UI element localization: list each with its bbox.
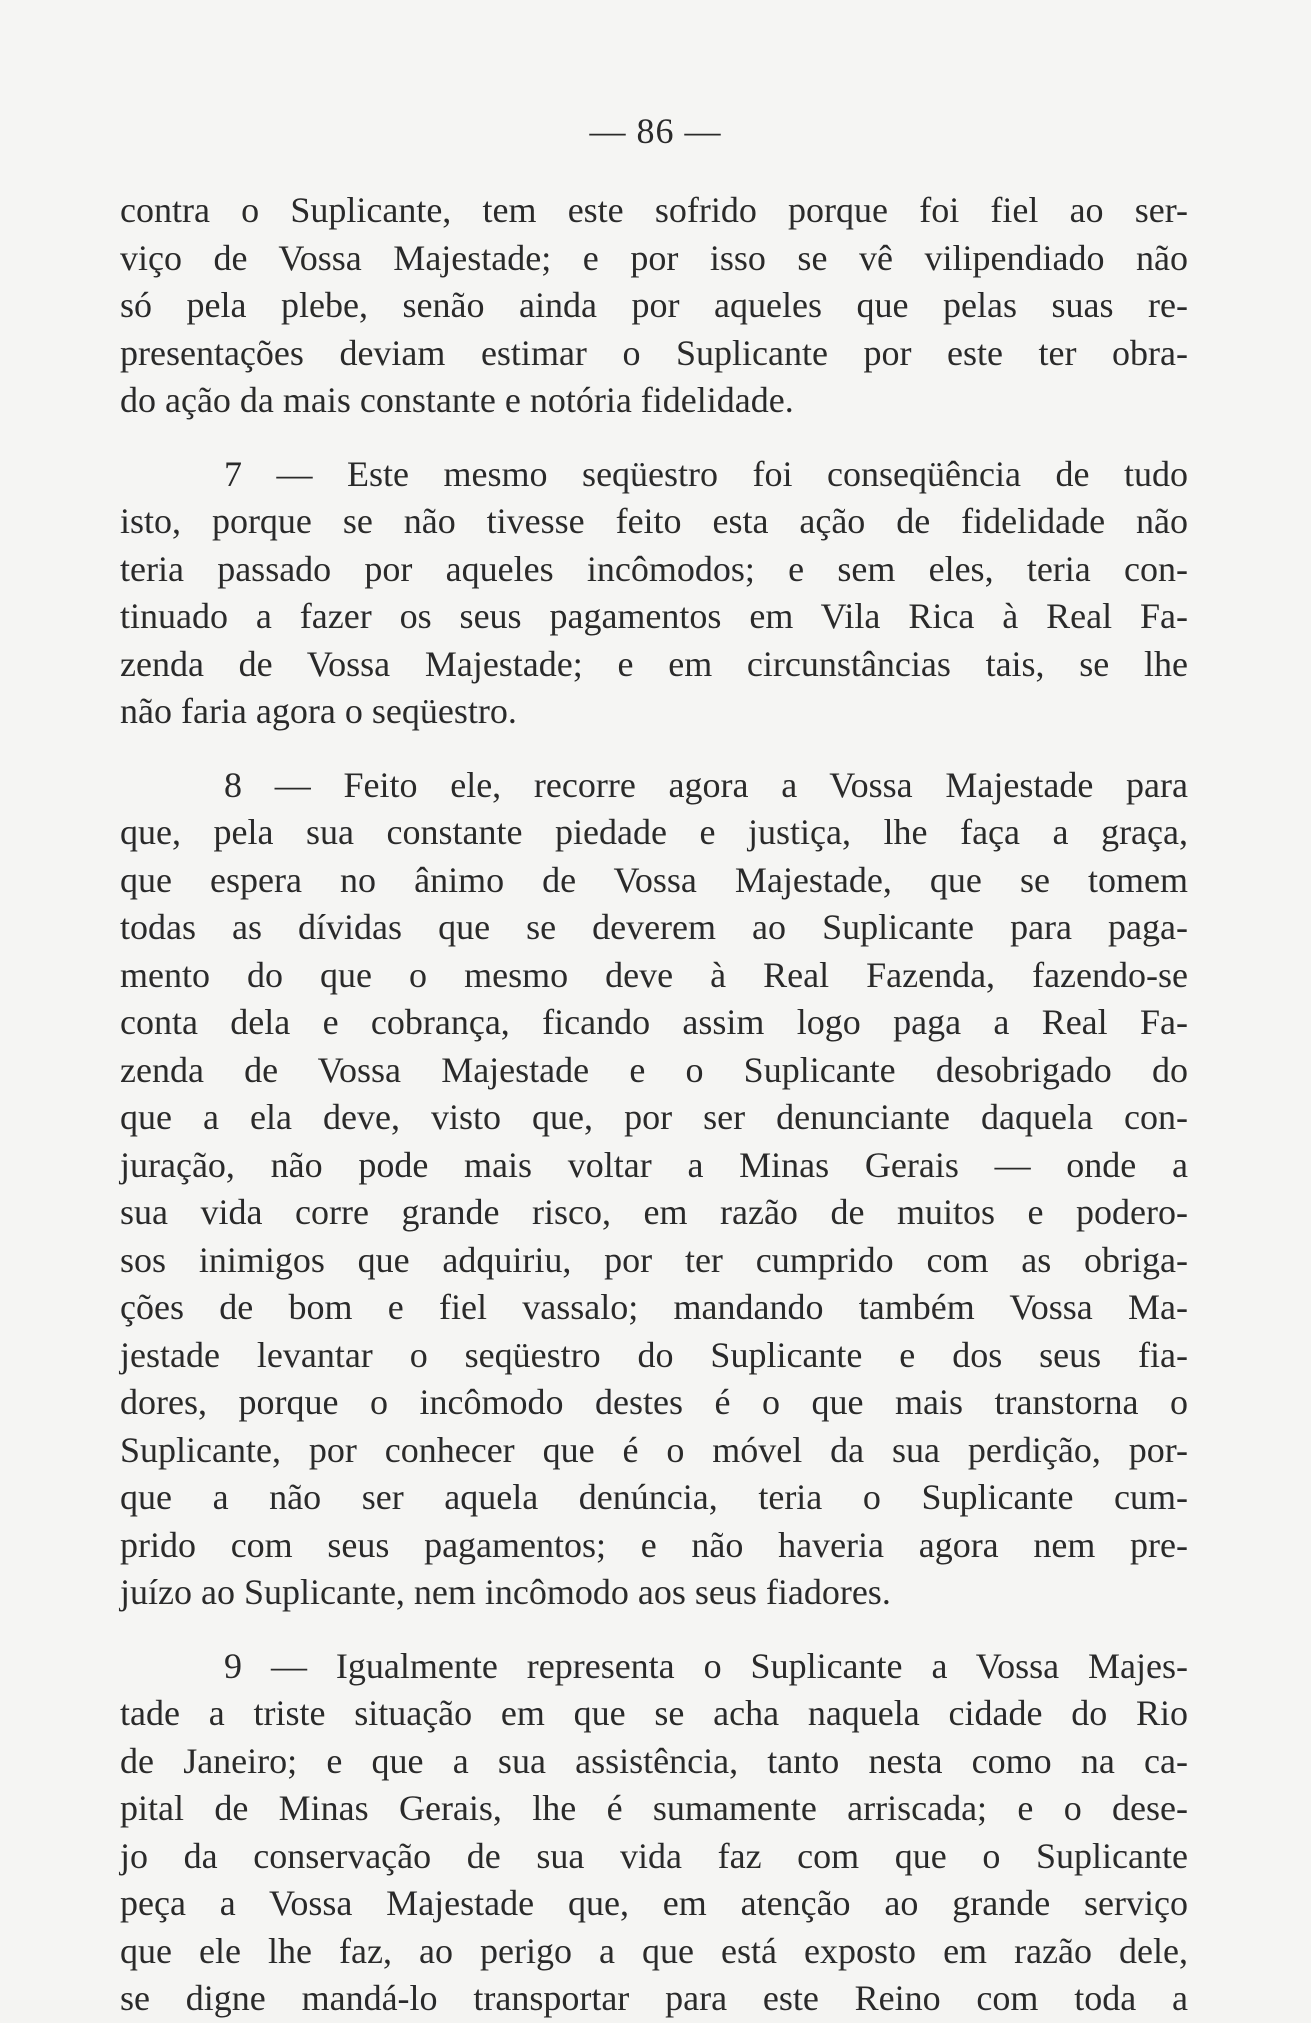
text-line: zenda de Vossa Majestade; e em circunstâncias tais, se lhe bbox=[120, 643, 1188, 684]
text-line: viço de Vossa Majestade; e por isso se vê vilipendiado não bbox=[120, 237, 1188, 278]
text-line: que ele lhe faz, ao perigo a que está exposto em razão dele, bbox=[120, 1930, 1188, 1971]
paragraph-gap bbox=[120, 736, 1188, 762]
paragraph bbox=[120, 187, 1188, 425]
text-line: ções de bom e fiel vassalo; mandando também Vossa Ma- bbox=[120, 1287, 1188, 1327]
text-line: zenda de Vossa Majestade e o Suplicante desobrigado do bbox=[120, 1049, 1188, 1090]
text-line: jestade levantar o seqüestro do Suplicante e dos seus fia- bbox=[120, 1334, 1188, 1375]
text-line: prido com seus pagamentos; e não haveria agora nem pre- bbox=[120, 1524, 1188, 1565]
text-line: todas as dívidas que se deverem ao Suplicante para paga- bbox=[120, 907, 1188, 947]
body-text bbox=[120, 187, 1188, 2023]
text-line: conta dela e cobrança, ficando assim logo paga a Real Fa- bbox=[120, 1002, 1188, 1042]
text-line: 8 — Feito ele, recorre agora a Vossa Majestade para bbox=[224, 764, 1188, 805]
text-line: dores, porque o incômodo destes é o que mais transtorna o bbox=[120, 1382, 1188, 1422]
paragraph bbox=[120, 451, 1188, 736]
text-line: só pela plebe, senão ainda por aqueles que pelas suas re- bbox=[120, 285, 1188, 325]
text-line: peça a Vossa Majestade que, em atenção ao grande serviço bbox=[120, 1883, 1188, 1923]
paragraph-gap bbox=[120, 1617, 1188, 1643]
text-line: contra o Suplicante, tem este sofrido porque foi fiel ao ser- bbox=[120, 190, 1188, 230]
page-number: — 86 — bbox=[589, 111, 722, 151]
text-line: de Janeiro; e que a sua assistência, tanto nesta como na ca- bbox=[120, 1740, 1188, 1781]
text-line: sua vida corre grande risco, em razão de muitos e podero- bbox=[120, 1192, 1188, 1232]
paragraph bbox=[120, 762, 1188, 1617]
text-line: do ação da mais constante e notória fidelidade. bbox=[120, 380, 794, 420]
text-line: que a ela deve, visto que, por ser denunciante daquela con- bbox=[120, 1097, 1188, 1137]
text-line: Suplicante, por conhecer que é o móvel da sua perdição, por- bbox=[120, 1429, 1188, 1470]
text-line: presentações deviam estimar o Suplicante por este ter obra- bbox=[120, 332, 1188, 373]
text-line: mento do que o mesmo deve à Real Fazenda, fazendo-se bbox=[120, 954, 1188, 995]
text-line: jo da conservação de sua vida faz com que o Suplicante bbox=[120, 1835, 1188, 1876]
text-line: que, pela sua constante piedade e justiça, lhe faça a graça, bbox=[120, 812, 1188, 852]
paragraph bbox=[120, 1643, 1188, 2023]
text-line: juração, não pode mais voltar a Minas Gerais — onde a bbox=[120, 1144, 1188, 1185]
text-line: tinuado a fazer os seus pagamentos em Vila Rica à Real Fa- bbox=[120, 596, 1188, 636]
text-line: tade a triste situação em que se acha naquela cidade do Rio bbox=[120, 1693, 1188, 1733]
text-line: que a não ser aquela denúncia, teria o Suplicante cum- bbox=[120, 1477, 1188, 1517]
text-line: 7 — Este mesmo seqüestro foi conseqüência de tudo bbox=[224, 453, 1188, 494]
text-line: isto, porque se não tivesse feito esta ação de fidelidade não bbox=[120, 501, 1188, 541]
text-line: juízo ao Suplicante, nem incômodo aos seus fiadores. bbox=[120, 1572, 891, 1612]
text-line: não faria agora o seqüestro. bbox=[120, 691, 517, 731]
text-line: que espera no ânimo de Vossa Majestade, que se tomem bbox=[120, 859, 1188, 900]
text-line: se digne mandá-lo transportar para este Reino com toda a bbox=[120, 1978, 1188, 2018]
paragraph-gap bbox=[120, 425, 1188, 451]
text-line: 9 — Igualmente representa o Suplicante a Vossa Majes- bbox=[224, 1645, 1188, 1686]
text-line: sos inimigos que adquiriu, por ter cumprido com as obriga- bbox=[120, 1239, 1188, 1280]
text-line: pital de Minas Gerais, lhe é sumamente arriscada; e o dese- bbox=[120, 1788, 1188, 1828]
text-line: teria passado por aqueles incômodos; e sem eles, teria con- bbox=[120, 548, 1188, 589]
